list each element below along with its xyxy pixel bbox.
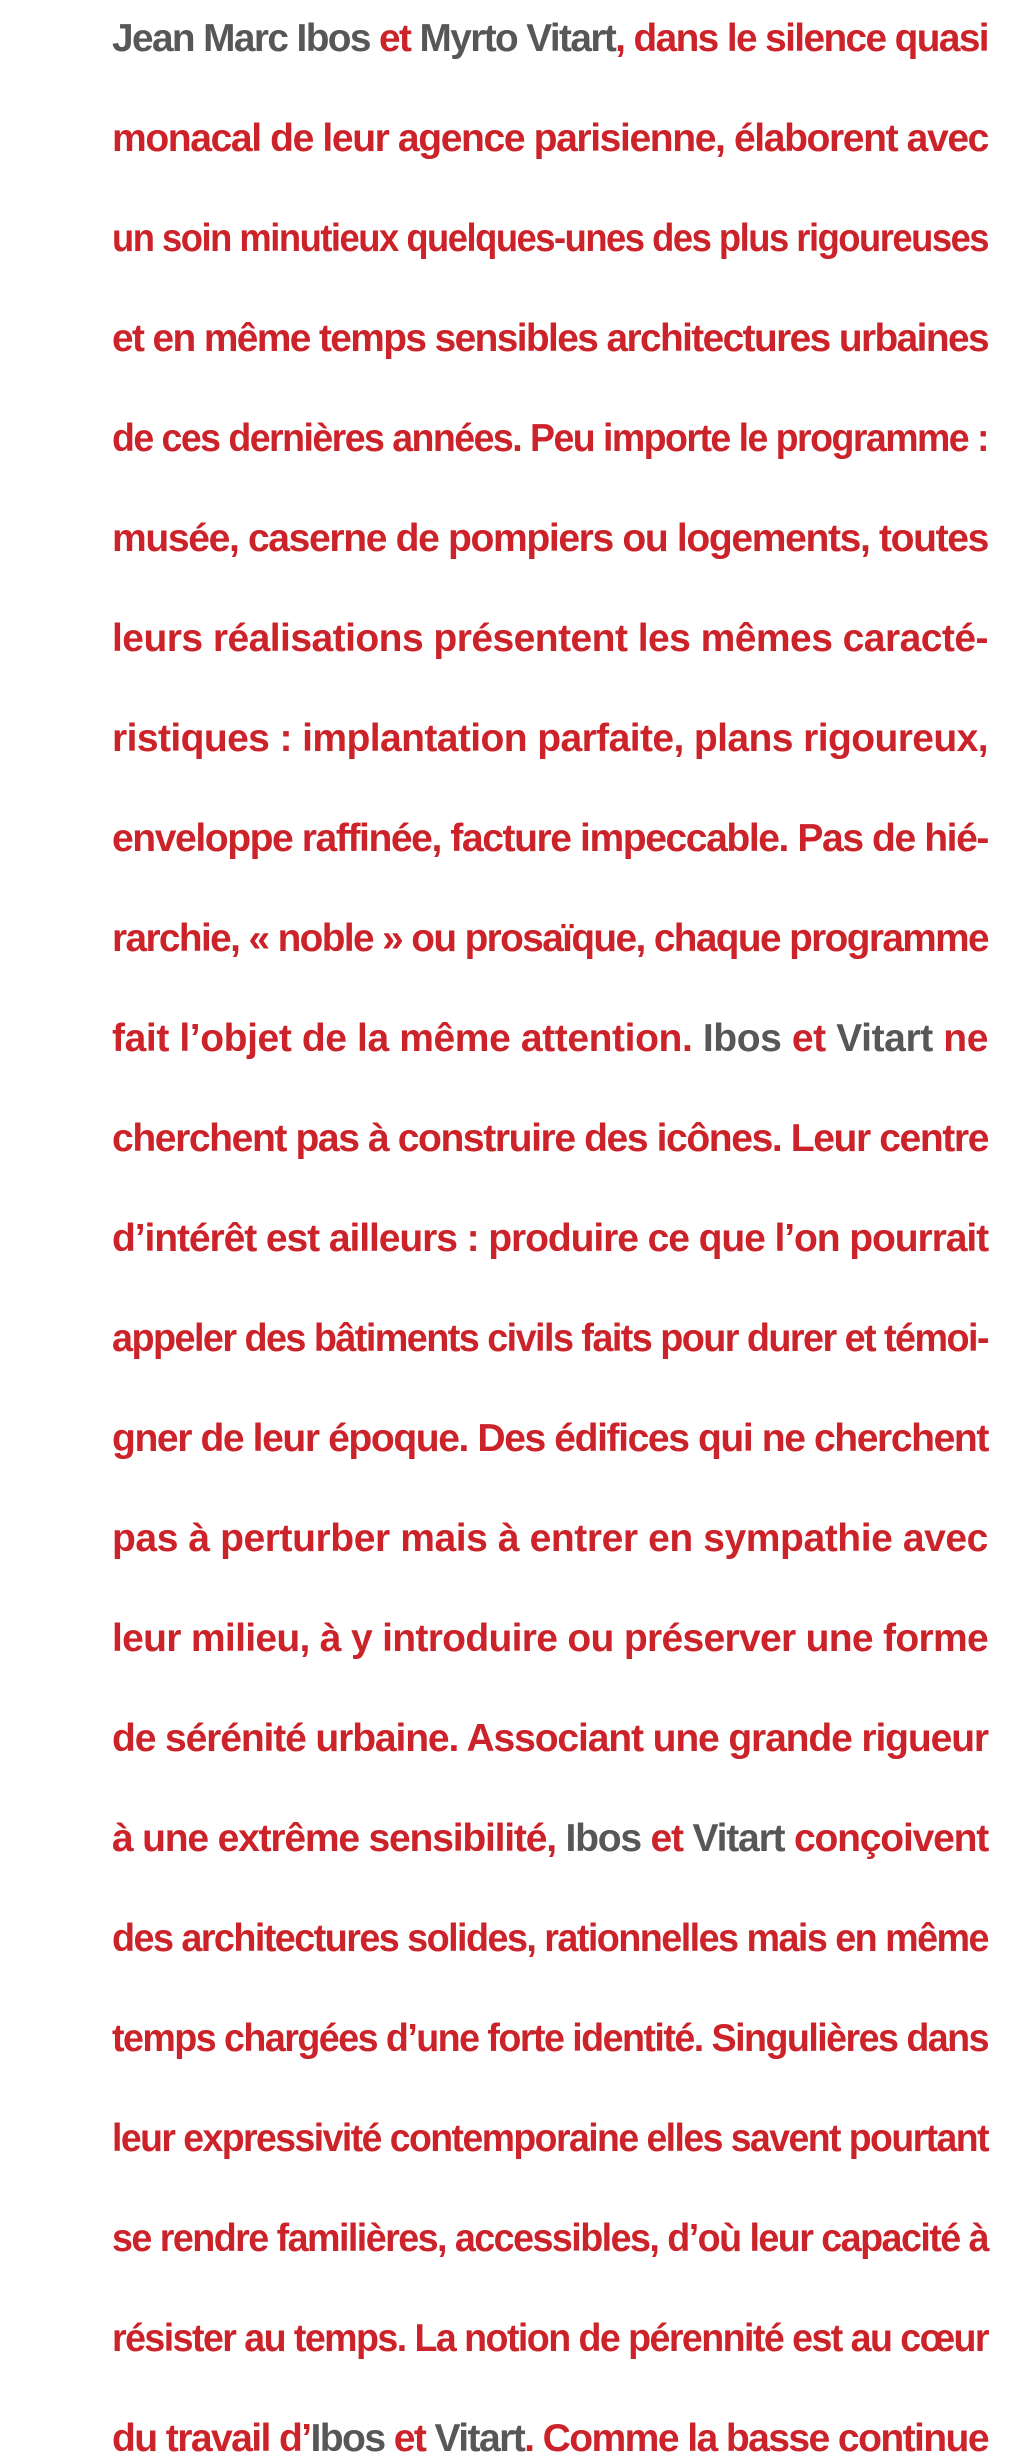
text-line-inner [112,2014,988,2064]
text-line [112,1314,988,1364]
text-line [112,1614,988,1664]
body-text-run: et [393,2417,435,2460]
text-line-inner [112,2414,988,2464]
text-line [112,714,988,764]
body-text-run: , dans le silence quasi [615,17,988,60]
text-line-inner [112,1014,988,1064]
body-text-run: conçoivent [794,1817,989,1860]
body-text-run: de ces dernières années. Peu importe le programme : [112,417,988,460]
body-text-run: leur milieu, à y introduire ou préserver une forme [112,1617,989,1660]
proper-name-run: Ibos [702,1017,792,1060]
text-line [112,2414,988,2464]
body-text-run: fait l’objet de la même attention. [112,1017,703,1060]
body-text-run: ristiques : implantation parfaite, plans rigoureux, [112,717,988,760]
body-text-run: à une extrême sensibilité, [112,1817,566,1860]
text-line [112,1114,988,1164]
body-text-run: et [379,17,420,60]
body-text-run: et en même temps sensibles architectures urbaines [112,317,988,360]
text-line-inner [112,2114,988,2164]
text-line-inner [112,214,988,264]
body-text-run: appeler des bâtiments civils faits pour durer et témoi- [112,1317,989,1360]
body-paragraph [112,14,989,2460]
body-text-run: enveloppe raffinée, facture impeccable. Pas de hié- [112,817,988,860]
body-text-run: un soin minutieux quelques-unes des plus rigoureuses [112,217,989,260]
text-line-inner [112,414,988,464]
text-line-inner [112,2314,988,2364]
body-text-run: de sérénité urbaine. Associant une grande rigueur [112,1717,988,1760]
text-line [112,914,988,964]
body-text-run: d’intérêt est ailleurs : produire ce que l’on pourrait [112,1217,989,1260]
proper-name-run: Myrto Vitart [419,17,616,60]
body-text-run: cherchent pas à construire des icônes. Leur centre [112,1117,989,1160]
text-line [112,314,988,364]
body-text-run: se rendre familières, accessibles, d’où leur capacité à [112,2217,988,2260]
text-line-inner [112,1814,988,1864]
text-line-inner [112,1714,988,1764]
text-line-inner [112,914,988,964]
text-line-inner [112,714,988,764]
body-text-run: rarchie, « noble » ou prosaïque, chaque programme [112,917,988,960]
body-text-run: temps chargées d’une forte identité. Singulières dans [112,2017,989,2060]
text-line [112,814,988,864]
body-text-run: des architectures solides, rationnelles mais en même [112,1917,988,1960]
text-line [112,2314,988,2364]
text-line-inner [112,1314,988,1364]
text-line [112,2214,988,2264]
body-text-run: et [791,1017,837,1060]
text-line-inner [112,514,988,564]
text-line [112,1014,988,1064]
body-text-run: musée, caserne de pompiers ou logements, toutes [112,517,988,560]
text-line-inner [112,1614,988,1664]
body-text-run: du travail d’ [112,2417,311,2460]
body-text-run: leurs réalisations présentent les mêmes caracté- [112,617,988,660]
text-line [112,1514,988,1564]
text-line [112,414,988,464]
text-line-inner [112,1114,988,1164]
proper-name-run: Vitart [434,2417,525,2460]
proper-name-run: Ibos [565,1817,651,1860]
text-line [112,614,988,664]
text-line [112,514,988,564]
text-line-inner [112,2214,988,2264]
text-line-inner [112,1514,988,1564]
text-line-inner [112,114,988,164]
text-line [112,1914,988,1964]
text-line [112,114,988,164]
proper-name-run: Vitart [836,1017,944,1060]
body-text-run: gner de leur époque. Des édifices qui ne cherchent [112,1417,988,1460]
body-text-run: ne [943,1017,989,1060]
body-text-run: pas à perturber mais à entrer en sympathie avec [112,1517,988,1560]
text-line [112,1814,988,1864]
proper-name-run: Vitart [692,1817,795,1860]
text-line-inner [112,1414,988,1464]
text-line [112,2014,988,2064]
proper-name-run: Jean Marc Ibos [112,17,380,60]
text-line [112,1414,988,1464]
text-line [112,1214,988,1264]
body-text-run: et [650,1817,693,1860]
body-text-run: leur expressivité contemporaine elles savent pourtant [112,2117,988,2160]
body-text-run: monacal de leur agence parisienne, élaborent avec [112,117,988,160]
text-line-inner [112,814,988,864]
body-text-run: . Comme la basse continue [524,2417,988,2460]
text-line-inner [112,614,988,664]
text-line [112,214,988,264]
text-line-inner [112,1914,988,1964]
text-line [112,1714,988,1764]
text-line-inner [112,314,988,364]
text-line [112,14,988,64]
text-line-inner [112,1214,988,1264]
text-line [112,2114,988,2164]
text-line-inner [112,14,988,64]
proper-name-run: Ibos [310,2417,394,2460]
body-text-run: résister au temps. La notion de pérennité est au cœur [112,2317,988,2360]
